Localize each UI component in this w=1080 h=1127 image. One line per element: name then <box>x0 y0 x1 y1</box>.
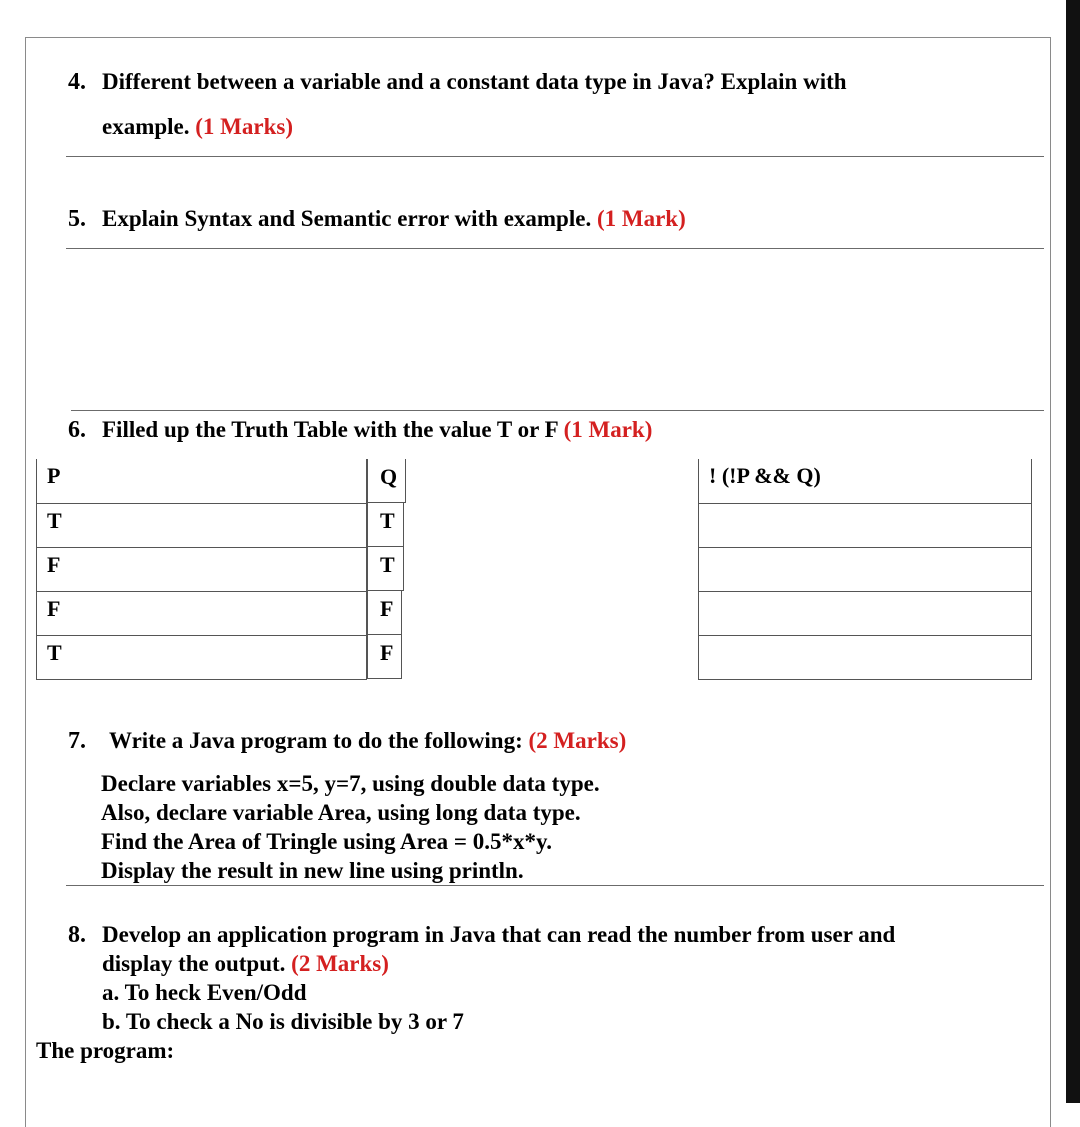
question-5-text: Explain Syntax and Semantic error with example. <box>102 206 592 231</box>
cell-answer[interactable] <box>699 591 1032 635</box>
cell-answer[interactable] <box>699 635 1032 679</box>
program-label: The program: <box>36 1038 175 1063</box>
answer-line-4 <box>66 156 1044 157</box>
question-8-text: Develop an application program in Java that can read the number from user and <box>102 922 896 947</box>
cell-answer[interactable] <box>699 547 1032 591</box>
cell-p: T <box>37 503 367 547</box>
question-8 <box>68 921 895 949</box>
right-edge-bar <box>1066 0 1080 1103</box>
question-4-text: Different between a variable and a constant data type in Java? Explain with <box>102 69 847 94</box>
answer-line-5 <box>66 248 1044 249</box>
header-p: P <box>37 459 367 503</box>
question-4-number: 4. <box>68 69 86 95</box>
question-6-number: 6. <box>68 417 86 443</box>
question-4-text-cont: example. <box>102 114 190 139</box>
question-5-number: 5. <box>68 206 86 232</box>
question-8-item-b: b. To check a No is divisible by 3 or 7 <box>102 1009 464 1034</box>
cell-q: F <box>367 591 402 635</box>
instruction-line: Display the result in new line using println. <box>101 858 524 883</box>
header-q: Q <box>367 459 406 503</box>
cell-q: T <box>367 503 404 547</box>
answer-line-7 <box>66 885 1044 886</box>
cell-p: F <box>37 547 367 591</box>
question-7-number: 7. <box>68 728 86 754</box>
question-8-text-cont: display the output. <box>102 951 286 976</box>
question-5-marks: (1 Mark) <box>596 206 686 231</box>
question-7-marks: (2 Marks) <box>528 728 627 753</box>
question-7 <box>68 727 626 755</box>
question-5 <box>68 205 686 233</box>
question-8-line2 <box>102 950 389 978</box>
question-7-instructions <box>101 769 600 885</box>
cell-q: F <box>367 635 402 679</box>
question-6-marks: (1 Mark) <box>563 417 653 442</box>
question-6-text: Filled up the Truth Table with the value T or F <box>102 417 558 442</box>
cell-p: F <box>37 591 367 635</box>
cell-p: T <box>37 635 367 679</box>
table-row <box>37 503 1032 547</box>
question-4 <box>68 68 847 96</box>
question-4-line2 <box>102 113 293 141</box>
cell-answer[interactable] <box>699 503 1032 547</box>
instruction-line: Also, declare variable Area, using long data type. <box>101 800 581 825</box>
table-row <box>37 547 1032 591</box>
table-row <box>37 635 1032 679</box>
question-6 <box>68 416 652 444</box>
question-8-number: 8. <box>68 922 86 948</box>
truth-table <box>36 459 1032 680</box>
question-7-text: Write a Java program to do the following: <box>109 728 523 753</box>
answer-line-5b <box>71 410 1044 411</box>
instruction-line: Find the Area of Tringle using Area = 0.5*x*y. <box>101 829 552 854</box>
question-8-marks: (2 Marks) <box>291 951 389 976</box>
cell-q: T <box>367 547 404 591</box>
table-row <box>37 591 1032 635</box>
instruction-line: Declare variables x=5, y=7, using double data type. <box>101 771 600 796</box>
header-expression: ! (!P && Q) <box>699 459 1032 503</box>
question-4-marks: (1 Marks) <box>195 114 293 139</box>
question-8-item-a: a. To heck Even/Odd <box>102 980 307 1005</box>
truth-table-header <box>37 459 1032 503</box>
